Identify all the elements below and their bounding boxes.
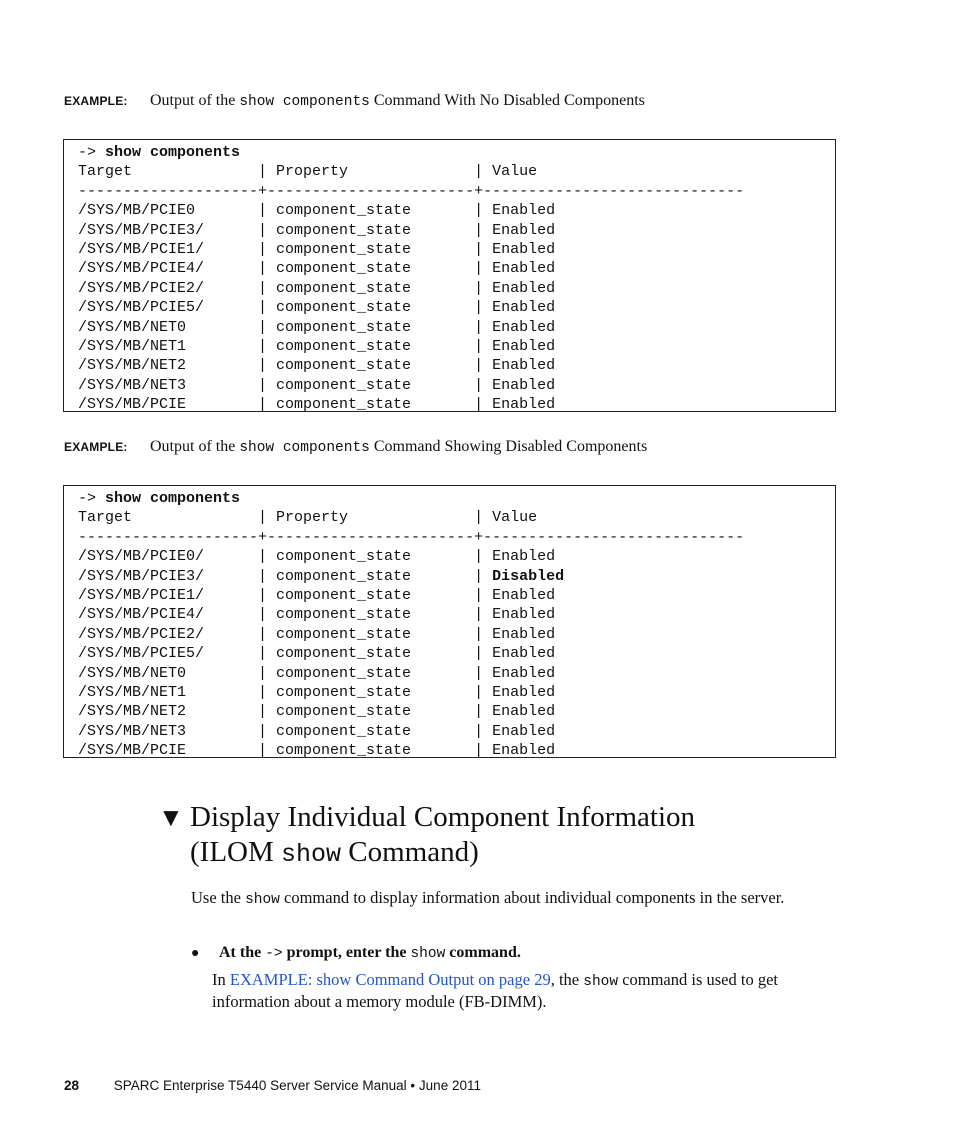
intro-paragraph: Use the show command to display information about individual components in the server. — [191, 888, 785, 908]
procedure-step: ● At the -> prompt, enter the show command. — [191, 944, 521, 962]
bullet-icon: ● — [191, 946, 200, 961]
cross-reference-link[interactable]: EXAMPLE: show Command Output on page 29 — [229, 970, 551, 989]
page-footer — [64, 1078, 481, 1093]
page-number: 28 — [64, 1078, 80, 1093]
inline-code: -> — [265, 946, 283, 962]
heading-line-1: Display Individual Component Information — [190, 801, 696, 833]
example-tag: EXAMPLE: — [64, 440, 128, 454]
footer-date: June 2011 — [418, 1078, 481, 1093]
caption-text-post: Command With No Disabled Components — [373, 92, 645, 109]
example-caption-2 — [64, 437, 647, 458]
heading-code: show — [281, 840, 342, 869]
code-block-disabled — [63, 485, 836, 758]
inline-code: show — [410, 946, 446, 962]
inline-code: show — [583, 974, 619, 990]
caption-text-pre: Output of the — [150, 438, 236, 455]
caption-text-post: Command Showing Disabled Components — [373, 438, 648, 455]
code-block-no-disabled — [63, 139, 836, 412]
manual-title: SPARC Enterprise T5440 Server Service Manual — [113, 1078, 407, 1093]
caption-code: show components — [239, 440, 370, 456]
heading-line-2: (ILOM show Command) — [190, 836, 479, 869]
inline-code: show — [245, 892, 280, 908]
caption-text-pre: Output of the — [150, 92, 236, 109]
triangle-down-icon: ▼ — [158, 803, 184, 832]
step-detail-paragraph: In EXAMPLE: show Command Output on page 29, the show command is used to get information about a memory module (FB-DIMM). — [212, 970, 778, 1011]
example-caption-1 — [64, 91, 645, 112]
footer-separator: • — [410, 1078, 416, 1093]
caption-code: show components — [239, 94, 370, 110]
section-heading — [158, 800, 858, 872]
code-output: -> show components Target | Property | Value --------------------+-----------------------+----------------------------- /SYS/MB/PCIE0/ | component_state | Enabled /SYS/MB/PCIE3/ | component_state | Disabled /SYS/MB/PCIE1/ | component_state | Enabled /SYS/MB/PCIE4/ | component_state | Enabled /SYS/MB/PCIE2/ | component_state | Enabled /SYS/MB/PCIE5/ | component_state | Enabled /SYS/MB/NET0 | component_state | Enabled /SYS/MB/NET1 | component_state | Enabled /SYS/MB/NET2 | component_state | Enabled /SYS/MB/NET3 | component_state | Enabled /SYS/MB/PCIE | component_state | Enabled — [78, 490, 745, 758]
code-output: -> show components Target | Property | Value --------------------+-----------------------+----------------------------- /SYS/MB/PCIE0 | component_state | Enabled /SYS/MB/PCIE3/ | component_state | Enabled /SYS/MB/PCIE1/ | component_state | Enabled /SYS/MB/PCIE4/ | component_state | Enabled /SYS/MB/PCIE2/ | component_state | Enabled /SYS/MB/PCIE5/ | component_state | Enabled /SYS/MB/NET0 | component_state | Enabled /SYS/MB/NET1 | component_state | Enabled /SYS/MB/NET2 | component_state | Enabled /SYS/MB/NET3 | component_state | Enabled /SYS/MB/PCIE | component_state | Enabled — [78, 144, 745, 412]
example-tag: EXAMPLE: — [64, 94, 128, 108]
